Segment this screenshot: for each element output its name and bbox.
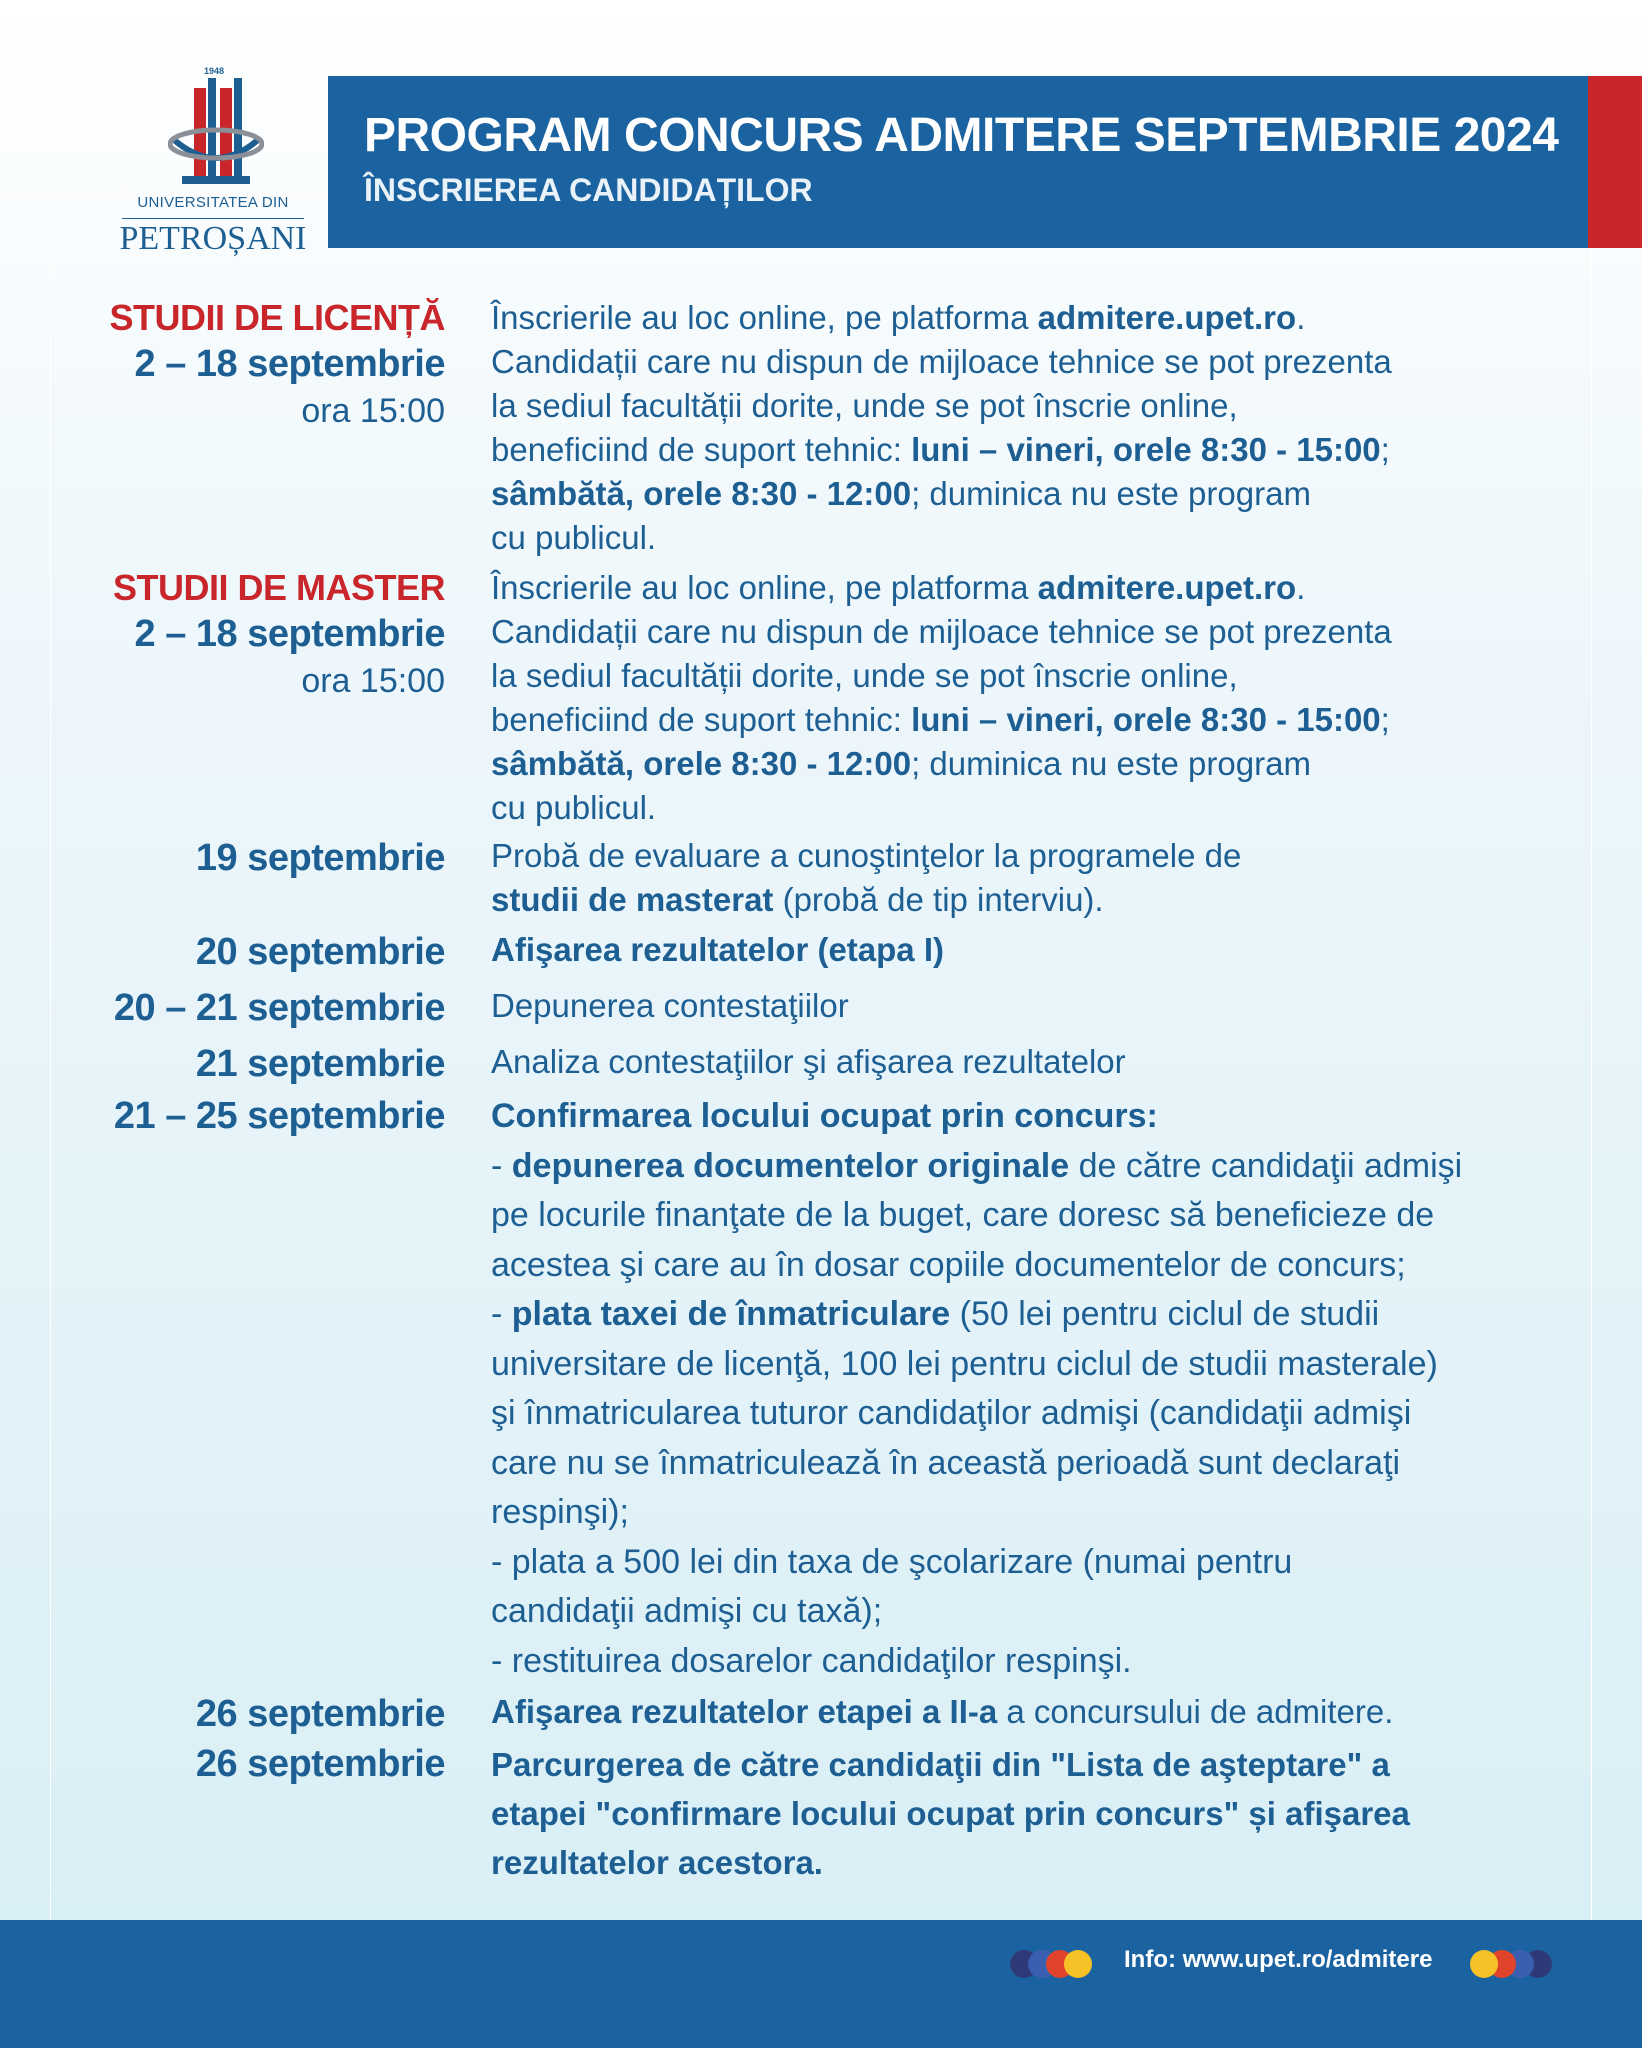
logo-city: PETROȘANI	[119, 220, 307, 257]
header-accent-stripe	[1588, 76, 1642, 248]
schedule-row-21	[0, 1040, 1642, 1088]
page-subtitle: ÎNSCRIEREA CANDIDAȚILOR	[364, 172, 813, 208]
date-26-waitlist: 26 septembrie	[195, 1743, 445, 1785]
date-20: 20 septembrie	[195, 931, 445, 973]
date-21: 21 septembrie	[195, 1043, 445, 1085]
schedule-row-26-waitlist	[0, 1740, 1642, 1887]
master-description: Înscrierile au loc online, pe platforma admitere.upet.ro. Candidații care nu dispun de mijloace tehnice se pot prezenta la sediul facultății dorite, unde se pot înscrie online, beneficiind de suport tehnic: luni – vineri, orele 8:30 - 15:00; sâmbătă, orele 8:30 - 12:00; duminica nu este program cu publicul.	[491, 569, 1392, 826]
licenta-date: 2 – 18 septembrie	[134, 343, 445, 385]
description-20: Afişarea rezultatelor (etapa I)	[491, 931, 944, 968]
description-20-21: Depunerea contestaţiilor	[491, 987, 849, 1024]
page-title: PROGRAM CONCURS ADMITERE SEPTEMBRIE 2024	[364, 109, 1559, 162]
columns-emblem-icon	[168, 78, 264, 190]
licenta-label: STUDII DE LICENȚĂ	[109, 297, 445, 338]
schedule-row-19	[0, 834, 1642, 922]
decorative-dots-icon	[1010, 1950, 1100, 1978]
logo-divider	[122, 218, 304, 219]
date-19: 19 septembrie	[195, 837, 445, 879]
schedule-row-26-results	[0, 1690, 1642, 1738]
university-logo	[118, 64, 308, 260]
licenta-description: Înscrierile au loc online, pe platforma admitere.upet.ro. Candidații care nu dispun de mijloace tehnice se pot prezenta la sediul facultății dorite, unde se pot înscrie online, beneficiind de suport tehnic: luni – vineri, orele 8:30 - 15:00; sâmbătă, orele 8:30 - 12:00; duminica nu este program cu publicul.	[491, 299, 1392, 556]
date-20-21: 20 – 21 septembrie	[113, 987, 445, 1029]
description-26-results: Afişarea rezultatelor etapei a II-a a concursului de admitere.	[491, 1693, 1394, 1730]
description-21-25: Confirmarea locului ocupat prin concurs: - depunerea documentelor originale de către candidaţii admişi pe locurile finanţate de la buget, care doresc să beneficieze de acestea şi care au în dosar copiile documentelor de concurs; - plata taxei de înmatriculare (50 lei pentru ciclul de studii universitare de licenţă, 100 lei pentru ciclul de studii masterale) şi înmatricularea tuturor candidaţilor admişi (candidaţii admişi care nu se înmatriculează în această perioadă sunt declaraţi respinşi); - plata a 500 lei din taxa de şcolarizare (numai pentru candidaţii admişi cu taxă); - restituirea dosarelor candidaţilor respinşi.	[491, 1097, 1463, 1680]
header-bar	[328, 76, 1642, 248]
schedule-row-licenta	[0, 296, 1642, 560]
schedule	[0, 296, 1642, 1887]
decorative-dots-icon	[1470, 1950, 1560, 1978]
description-21: Analiza contestaţiilor şi afişarea rezultatelor	[491, 1043, 1126, 1080]
description-26-waitlist: Parcurgerea de către candidaţii din "Lista de aşteptare" a etapei "confirmare locului ocupat prin concurs" și afişarea rezultatelor acestora.	[491, 1746, 1410, 1881]
master-label: STUDII DE MASTER	[112, 567, 445, 608]
schedule-row-master	[0, 566, 1642, 830]
master-time: ora 15:00	[301, 662, 445, 700]
description-19: Probă de evaluare a cunoştinţelor la programele de studii de masterat (probă de tip interviu).	[491, 837, 1242, 918]
schedule-row-20-21	[0, 984, 1642, 1032]
footer-bar	[0, 1920, 1642, 2048]
logo-university-line: UNIVERSITATEA DIN	[137, 194, 289, 211]
master-date: 2 – 18 septembrie	[134, 613, 445, 655]
logo-year: 1948	[204, 66, 225, 76]
schedule-row-21-25	[0, 1092, 1642, 1686]
licenta-time: ora 15:00	[301, 392, 445, 430]
platform-link: admitere.upet.ro	[1037, 569, 1297, 606]
schedule-row-20	[0, 928, 1642, 976]
platform-link: admitere.upet.ro	[1037, 299, 1297, 336]
info-link[interactable]: Info: www.upet.ro/admitere	[1124, 1946, 1433, 1973]
date-21-25: 21 – 25 septembrie	[113, 1095, 445, 1137]
date-26-results: 26 septembrie	[195, 1693, 445, 1735]
